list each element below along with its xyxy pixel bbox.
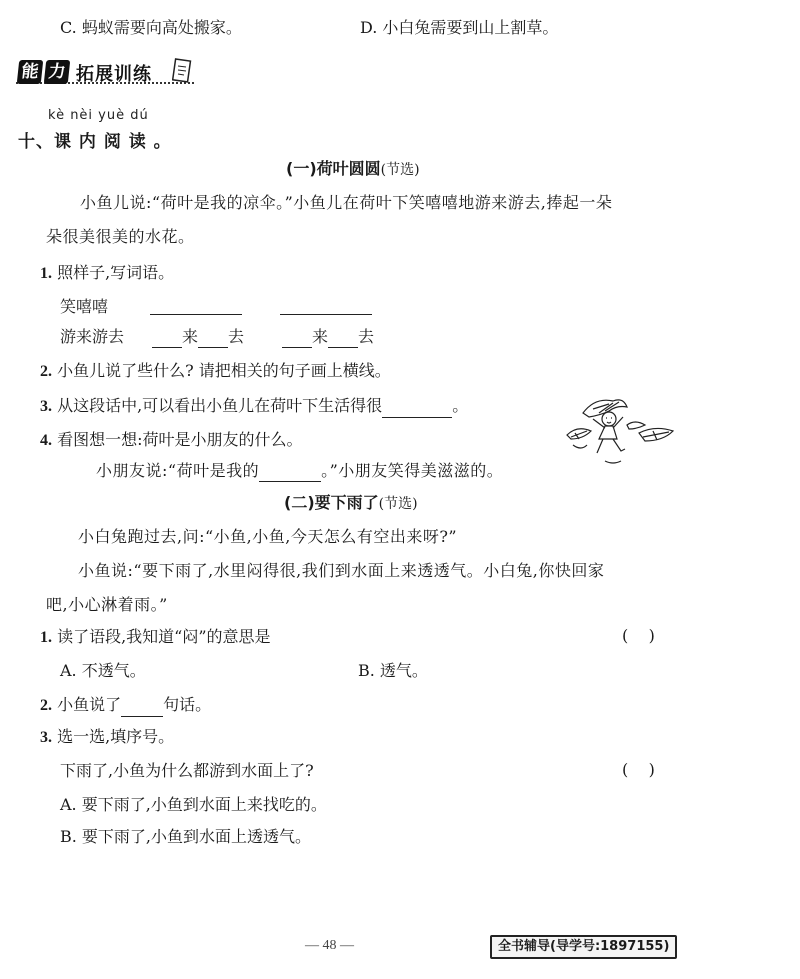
part1-q4-sentence <box>96 460 503 482</box>
answer-blank[interactable] <box>198 329 228 348</box>
part2-q3 <box>40 726 174 749</box>
part2-passage-line2: 小鱼说:“要下雨了,水里闷得很,我们到水面上来透透气。小白兔,你快回家 <box>78 561 605 580</box>
part2-q1 <box>40 626 271 649</box>
part2-q1-option-b: B. 透气。 <box>358 661 428 680</box>
question-text-end: 句话。 <box>163 695 212 714</box>
part2-passage-line1: 小白兔跑过去,问:“小鱼,小鱼,今天怎么有空出来呀?” <box>78 527 458 546</box>
banner-box-1: 能 <box>17 60 44 84</box>
part1-q1 <box>40 262 174 285</box>
question-text: 选一选,填序号。 <box>57 727 175 746</box>
child-with-lotus-leaf-illustration <box>565 395 685 470</box>
part1-q1-row2 <box>60 326 124 348</box>
part1-title-note: (节选) <box>380 162 420 178</box>
sentence-part-a: 小朋友说:“荷叶是我的 <box>96 461 260 480</box>
pattern-qu: 去 <box>358 327 375 346</box>
heading-pinyin: kè nèi yuè dú <box>48 108 149 123</box>
question-number: 2. <box>40 363 52 380</box>
section-banner <box>16 58 194 92</box>
part2-q3-option-b: B. 要下雨了,小鱼到水面上透透气。 <box>60 827 312 846</box>
question-text: 从这段话中,可以看出小鱼儿在荷叶下生活得很 <box>57 396 383 415</box>
pattern-qu: 去 <box>228 327 245 346</box>
answer-blank[interactable] <box>382 399 452 418</box>
part1-q1-pattern-2 <box>282 326 374 348</box>
section-heading: 十、课 内 阅 读 。 <box>18 132 172 152</box>
question-number: 3. <box>40 729 52 746</box>
sentence-part-b: 。”小朋友笑得美滋滋的。 <box>321 461 504 480</box>
option-d: D. 小白兔需要到山上割草。 <box>360 18 559 37</box>
question-number: 1. <box>40 629 52 646</box>
part2-title-text: (二)要下雨了 <box>284 493 379 512</box>
part2-q1-option-a: A. 不透气。 <box>60 661 146 680</box>
part1-passage-line1: 小鱼儿说:“荷叶是我的凉伞。”小鱼儿在荷叶下笑嘻嘻地游来游去,捧起一朵 <box>80 193 613 212</box>
part2-q2 <box>40 694 211 717</box>
answer-parentheses[interactable]: ( ) <box>622 626 655 645</box>
question-text: 小鱼说了 <box>57 695 122 714</box>
pattern-lai: 来 <box>312 327 329 346</box>
part2-q3-option-a: A. 要下雨了,小鱼到水面上来找吃的。 <box>60 795 327 814</box>
part1-q2 <box>40 360 391 383</box>
answer-blank[interactable] <box>121 698 163 717</box>
example-word-2: 游来游去 <box>60 327 125 346</box>
answer-parentheses[interactable]: ( ) <box>622 760 655 779</box>
part1-q1-pattern-1 <box>152 326 244 348</box>
banner-box-2: 力 <box>44 60 71 84</box>
question-text: 读了语段,我知道“闷”的意思是 <box>57 627 271 646</box>
answer-blank[interactable] <box>150 296 242 315</box>
question-number: 3. <box>40 398 52 415</box>
answer-blank[interactable] <box>259 463 321 482</box>
question-end: 。 <box>452 396 469 415</box>
page-number: — 48 — <box>305 938 354 953</box>
part2-passage-line3: 吧,小心淋着雨。” <box>46 595 168 614</box>
question-text: 照样子,写词语。 <box>57 263 175 282</box>
question-number: 4. <box>40 432 52 449</box>
part1-title-text: (一)荷叶圆圆 <box>286 159 381 178</box>
question-number: 2. <box>40 697 52 714</box>
question-text: 看图想一想:荷叶是小朋友的什么。 <box>57 430 303 449</box>
option-c: C. 蚂蚁需要向高处搬家。 <box>60 18 242 37</box>
part2-title-note: (节选) <box>378 496 418 512</box>
example-word-1: 笑嘻嘻 <box>60 297 109 316</box>
answer-blank[interactable] <box>328 329 358 348</box>
part2-q3-question: 下雨了,小鱼为什么都游到水面上了? <box>60 761 314 780</box>
answer-blank[interactable] <box>152 329 182 348</box>
part2-title <box>284 492 418 515</box>
answer-blank[interactable] <box>282 329 312 348</box>
pattern-lai: 来 <box>182 327 199 346</box>
part1-q4 <box>40 429 303 452</box>
part1-passage-line2: 朵很美很美的水花。 <box>46 227 195 246</box>
banner-label: 拓展训练 <box>76 64 152 85</box>
part1-title <box>286 158 420 181</box>
part1-q1-row1 <box>60 296 108 318</box>
guide-number-badge: 全书辅导(导学号:1897155) <box>490 935 677 959</box>
question-number: 1. <box>40 265 52 282</box>
question-text: 小鱼儿说了些什么? 请把相关的句子画上横线。 <box>57 361 391 380</box>
part1-q3 <box>40 395 468 418</box>
answer-blank[interactable] <box>280 296 372 315</box>
book-icon <box>172 58 192 84</box>
